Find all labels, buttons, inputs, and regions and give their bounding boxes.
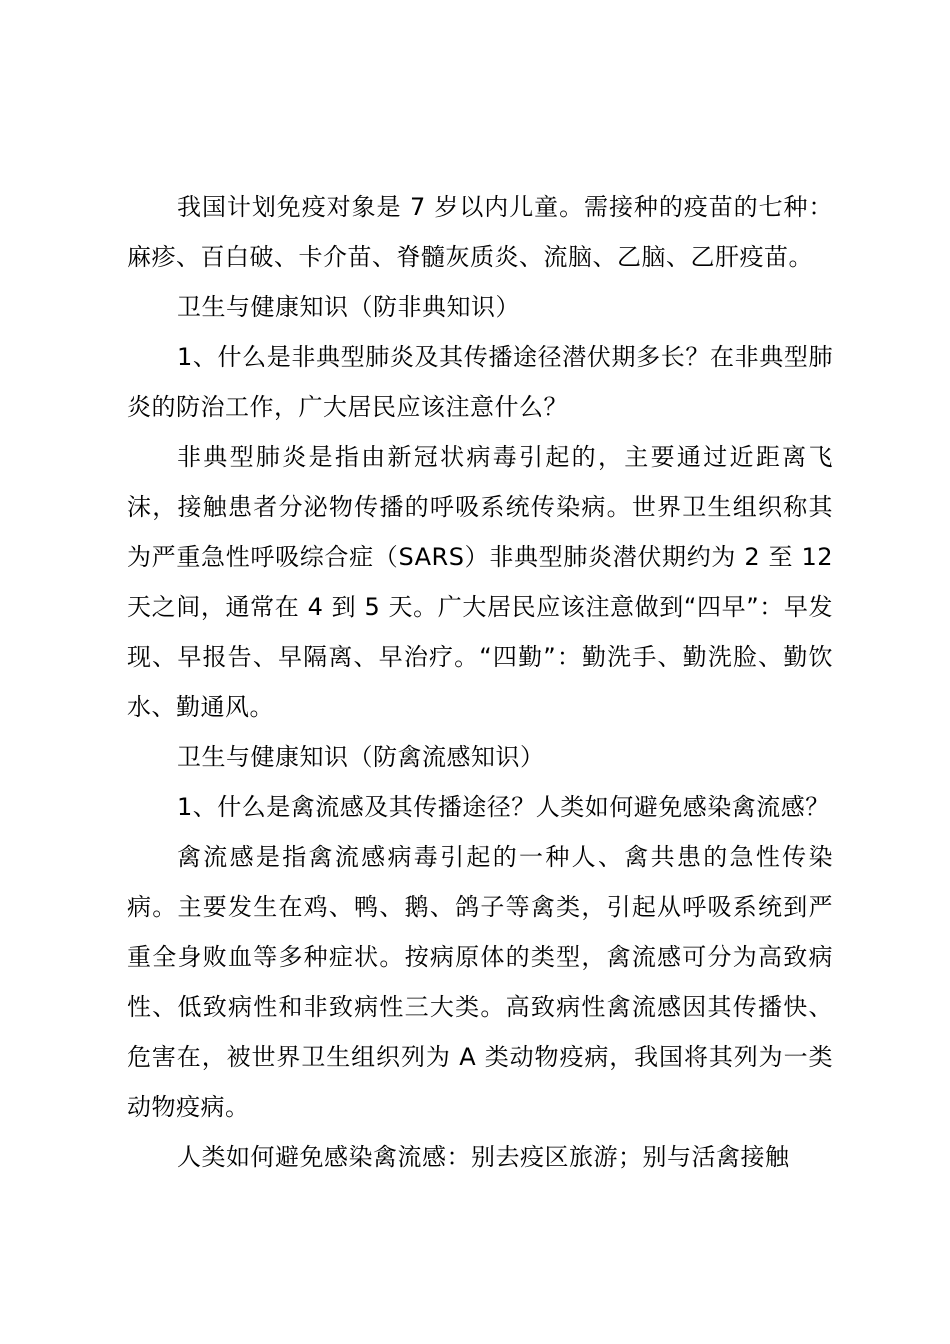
paragraph-immunization: 我国计划免疫对象是 7 岁以内儿童。需接种的疫苗的七种：麻疹、百白破、卡介苗、脊髓灰质炎、流脑、乙脑、乙肝疫苗。 — [127, 193, 833, 271]
paragraph-bird-flu-prevention: 人类如何避免感染禽流感：别去疫区旅游；别与活禽接触 — [177, 1143, 790, 1171]
question-sars: 1、什么是非典型肺炎及其传播途径潜伏期多长？在非典型肺炎的防治工作，广大居民应该注意什么？ — [127, 343, 833, 421]
paragraph-sars-answer: 非典型肺炎是指由新冠状病毒引起的，主要通过近距离飞沫，接触患者分泌物传播的呼吸系统传染病。世界卫生组织称其为严重急性呼吸综合症（SARS）非典型肺炎潜伏期约为 2 至 12 天之间，通常在 4 到 5 天。广大居民应该注意做到“四早”：早发现、早报告、早隔离、早治疗。“四勤”：勤洗手、勤洗脸、勤饮水、勤通风。 — [127, 443, 833, 721]
paragraph-bird-flu-answer: 禽流感是指禽流感病毒引起的一种人、禽共患的急性传染病。主要发生在鸡、鸭、鹅、鸽子等禽类，引起从呼吸系统到严重全身败血等多种症状。按病原体的类型，禽流感可分为高致病性、低致病性和非致病性三大类。高致病性禽流感因其传播快、危害在，被世界卫生组织列为 A 类动物疫病，我国将其列为一类动物疫病。 — [127, 843, 833, 1121]
heading-bird-flu-knowledge: 卫生与健康知识（防禽流感知识） — [177, 743, 545, 771]
question-bird-flu: 1、什么是禽流感及其传播途径？人类如何避免感染禽流感？ — [177, 793, 830, 821]
heading-sars-knowledge: 卫生与健康知识（防非典知识） — [177, 293, 520, 321]
document-body — [127, 182, 833, 1182]
